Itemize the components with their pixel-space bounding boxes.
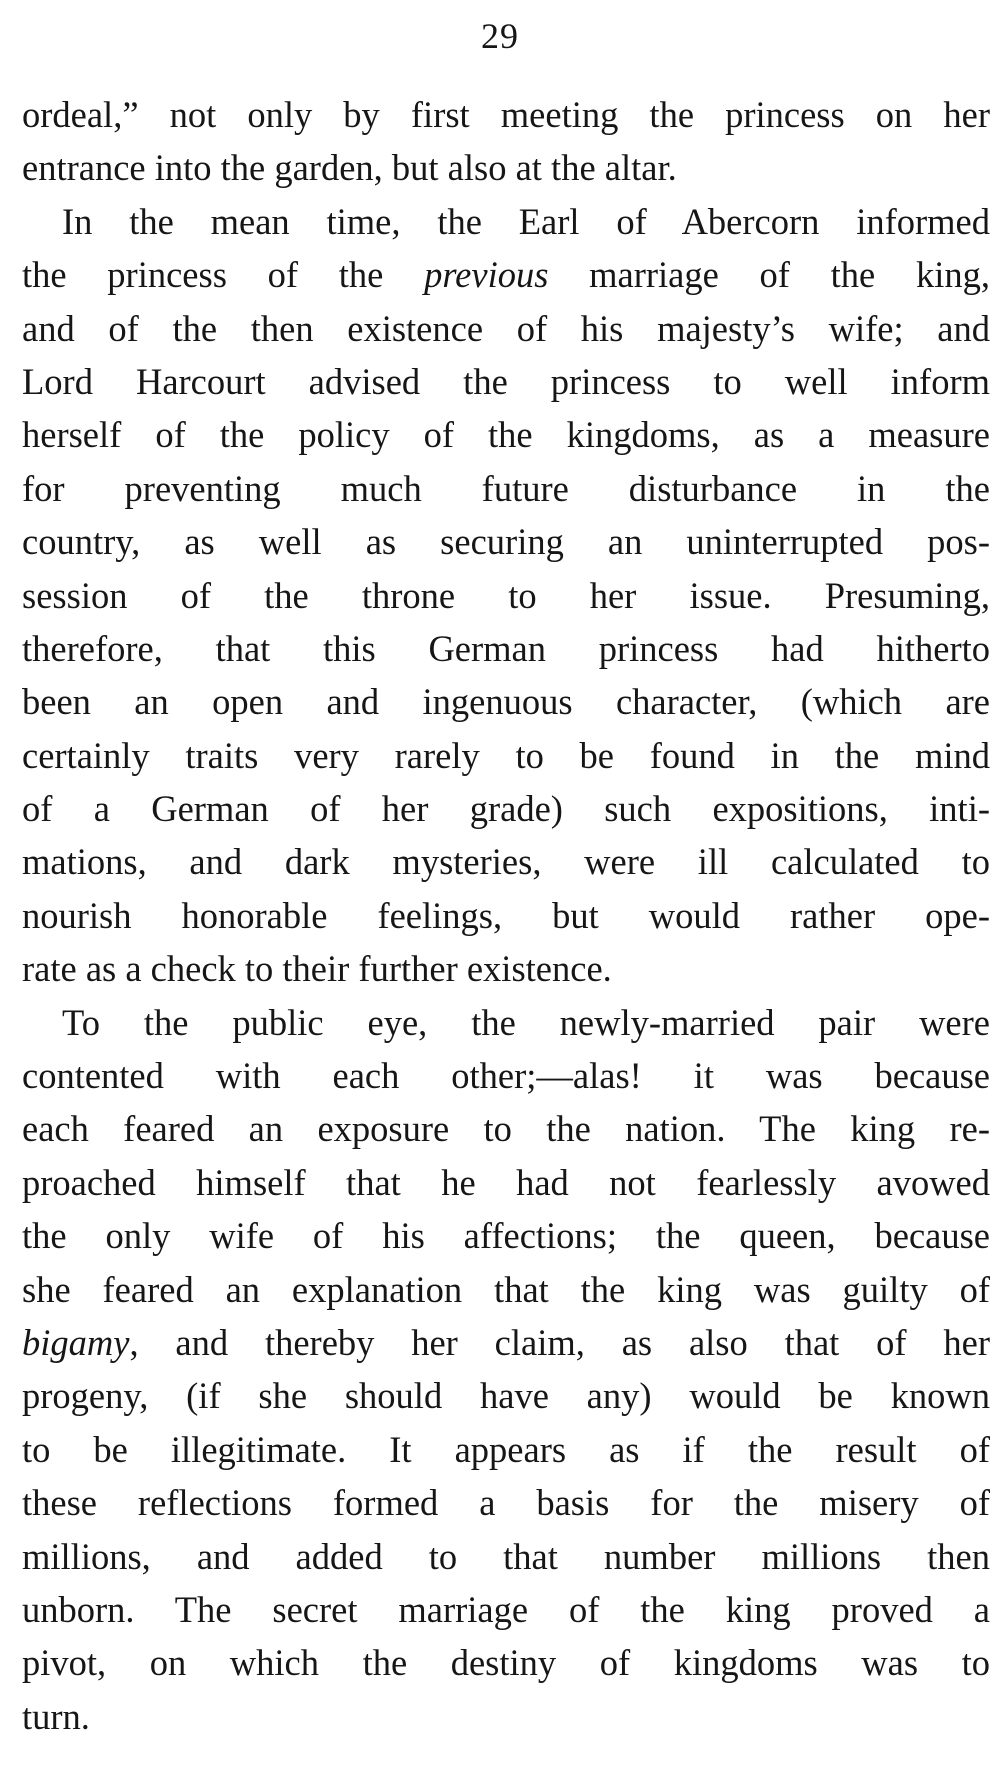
- text-line: pivot, on which the destiny of kingdoms was to: [22, 1642, 990, 1684]
- text-line: been an open and ingenuous character, (which are: [22, 681, 990, 723]
- text-line: progeny, (if she should have any) would be known: [22, 1375, 990, 1417]
- text-line: these reflections formed a basis for the misery of: [22, 1482, 990, 1524]
- text-line: and of the then existence of his majesty’s wife; and: [22, 307, 990, 349]
- text-line: contented with each other;—alas! it was because: [22, 1055, 990, 1097]
- text-line: to be illegitimate. It appears as if the result of: [22, 1428, 990, 1470]
- body-text: [22, 88, 990, 1743]
- text-line-paragraph-start: To the public eye, the newly-married pair were: [62, 1001, 990, 1043]
- text-line-with-italic: bigamy, and thereby her claim, as also that of her: [22, 1321, 990, 1363]
- italic-word: bigamy: [22, 1321, 130, 1363]
- text-line: of a German of her grade) such expositions, inti-: [22, 788, 990, 830]
- italic-word: previous: [424, 254, 549, 296]
- text-line-paragraph-start: In the mean time, the Earl of Abercorn informed: [62, 200, 990, 242]
- text-line: rate as a check to their further existence.: [22, 948, 612, 990]
- page-number: 29: [481, 16, 519, 56]
- text-line: nourish honorable feelings, but would rather ope-: [22, 894, 990, 936]
- text-line: the only wife of his affections; the queen, because: [22, 1215, 990, 1257]
- text-line: ordeal,” not only by first meeting the princess on her: [22, 94, 990, 135]
- text-line: country, as well as securing an uninterrupted pos-: [22, 521, 990, 563]
- text-line: therefore, that this German princess had hitherto: [22, 627, 990, 669]
- text-line: she feared an explanation that the king was guilty of: [22, 1268, 990, 1310]
- text-line: turn.: [22, 1695, 90, 1737]
- text-line: mations, and dark mysteries, were ill calculated to: [22, 841, 990, 883]
- text-line: for preventing much future disturbance in the: [22, 467, 990, 509]
- text-line: each feared an exposure to the nation. The king re-: [22, 1108, 990, 1150]
- text-line: millions, and added to that number millions then: [22, 1535, 990, 1577]
- text-line: herself of the policy of the kingdoms, as a measure: [22, 414, 990, 456]
- text-line: session of the throne to her issue. Presuming,: [22, 574, 990, 616]
- text-line: certainly traits very rarely to be found in the mind: [22, 734, 990, 776]
- text-line: proached himself that he had not fearlessly avowed: [22, 1161, 990, 1203]
- text-line: unborn. The secret marriage of the king proved a: [22, 1588, 990, 1630]
- text-line: Lord Harcourt advised the princess to well inform: [22, 360, 990, 402]
- text-line-with-italic: the princess of the previous marriage of the king,: [22, 254, 990, 296]
- text-line: entrance into the garden, but also at the altar.: [22, 147, 677, 189]
